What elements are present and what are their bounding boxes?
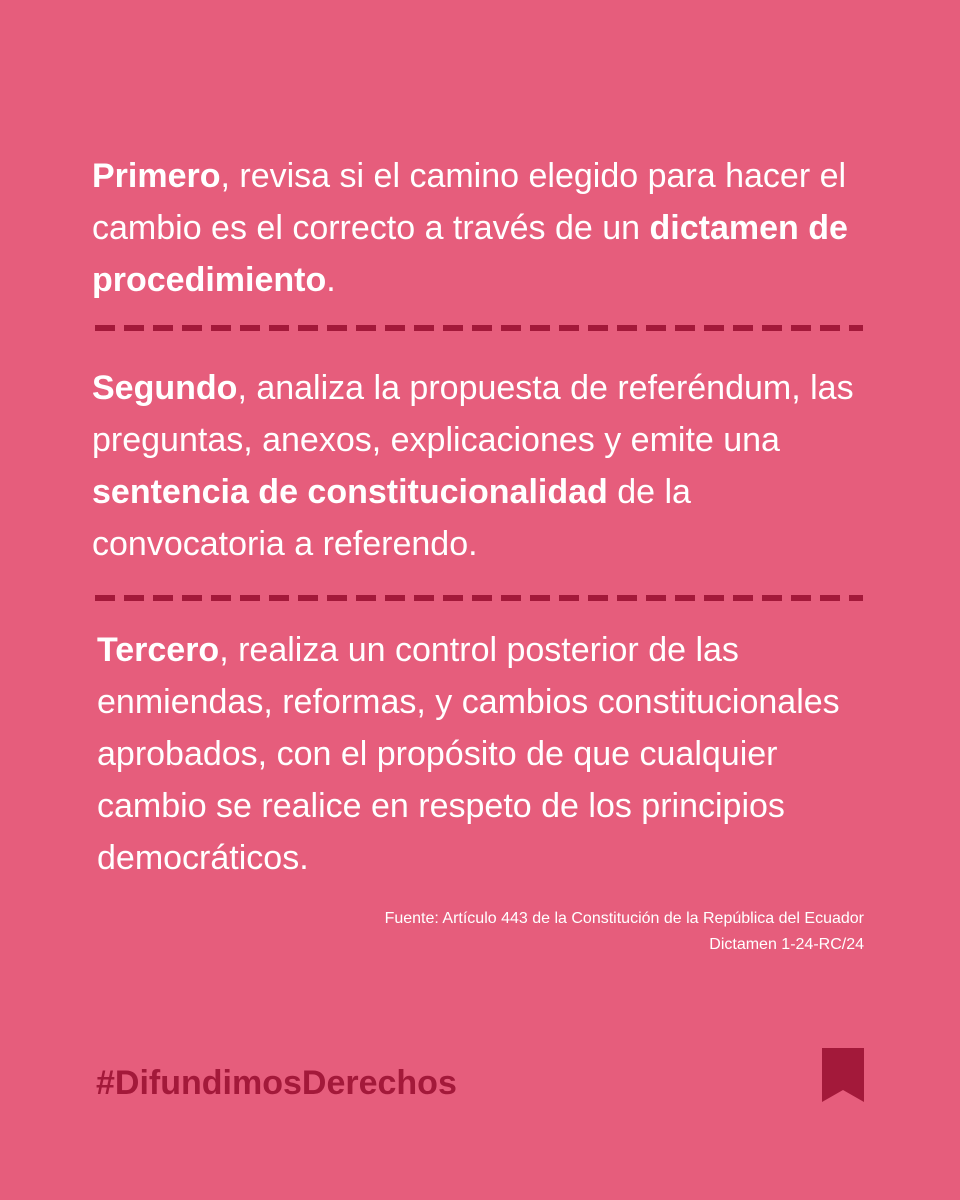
- bookmark-icon: [822, 1048, 864, 1102]
- section-emphasis: sentencia de constitucionalidad: [92, 473, 608, 511]
- section-lead: Primero: [92, 157, 221, 195]
- section-text-end: de la convocatoria a referendo.: [92, 473, 691, 563]
- source-citation: [385, 906, 864, 958]
- section-text: , realiza un control posterior de las enmiendas, reformas, y cambios constitucionales aprobados, con el propósito de que cualquier cambio se realice en respeto de los principios democráticos.: [97, 631, 840, 877]
- section-tercero: [97, 624, 877, 884]
- source-line: Fuente: Artículo 443 de la Constitución de la República del Ecuador: [384, 910, 864, 927]
- source-line: Dictamen 1-24-RC/24: [709, 936, 864, 953]
- dashed-divider: [95, 325, 863, 331]
- section-text-end: .: [326, 261, 336, 299]
- section-lead: Segundo: [92, 369, 238, 407]
- section-emphasis: dictamen de procedimiento: [92, 209, 848, 299]
- section-text: , revisa si el camino elegido para hacer el cambio es el correcto a través de un: [92, 157, 847, 247]
- section-lead: Tercero: [97, 631, 220, 669]
- hashtag: #DifundimosDerechos: [96, 1064, 457, 1102]
- dashed-divider: [95, 595, 863, 601]
- section-segundo: [92, 362, 872, 570]
- section-primero: [92, 150, 872, 306]
- section-text: , analiza la propuesta de referéndum, las preguntas, anexos, explicaciones y emite una: [92, 369, 854, 459]
